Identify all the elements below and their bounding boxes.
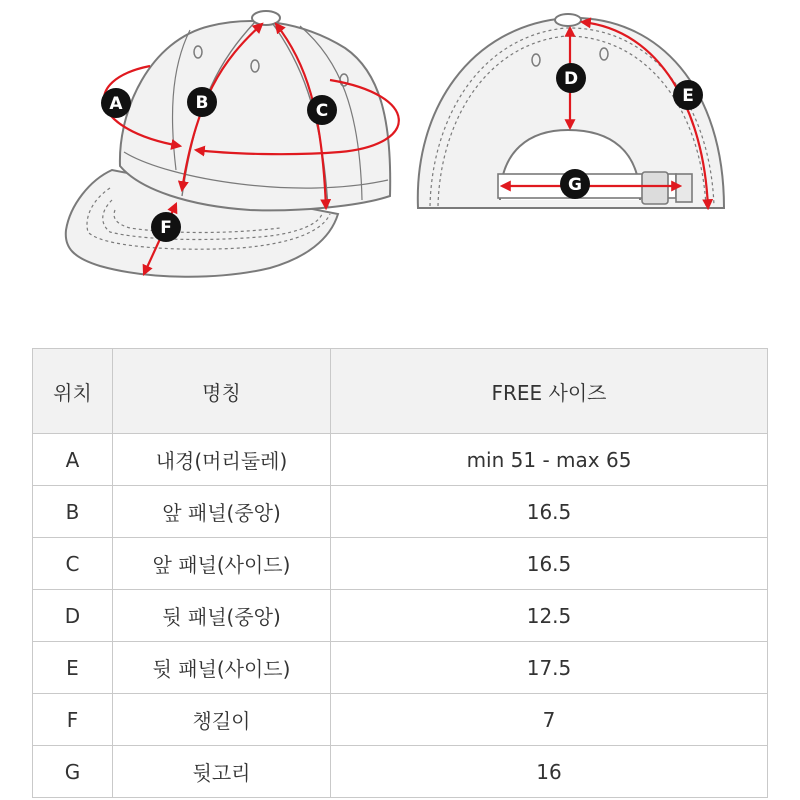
- marker-c: [307, 95, 337, 125]
- svg-text:F: F: [160, 218, 172, 238]
- cell-name: 앞 패널(중앙): [113, 486, 331, 538]
- cell-name: 내경(머리둘레): [113, 434, 331, 486]
- cell-position: F: [33, 694, 113, 746]
- cell-value: 16: [331, 746, 768, 798]
- cell-value: 16.5: [331, 538, 768, 590]
- header-name: 명칭: [113, 349, 331, 434]
- table-row: [33, 486, 768, 538]
- cell-name: 앞 패널(사이드): [113, 538, 331, 590]
- cell-position: C: [33, 538, 113, 590]
- svg-text:B: B: [195, 93, 209, 113]
- cell-name: 챙길이: [113, 694, 331, 746]
- svg-text:G: G: [568, 175, 582, 195]
- cap-measurement-diagram: [0, 0, 800, 300]
- svg-text:E: E: [682, 86, 694, 106]
- cell-position: G: [33, 746, 113, 798]
- cell-value: 12.5: [331, 590, 768, 642]
- svg-text:A: A: [109, 94, 123, 114]
- cell-position: E: [33, 642, 113, 694]
- cell-name: 뒷 패널(중앙): [113, 590, 331, 642]
- cell-position: B: [33, 486, 113, 538]
- cell-value: min 51 - max 65: [331, 434, 768, 486]
- cell-position: A: [33, 434, 113, 486]
- cell-position: D: [33, 590, 113, 642]
- table-row: [33, 746, 768, 798]
- svg-text:C: C: [315, 101, 329, 121]
- table-row: [33, 694, 768, 746]
- table-row: [33, 642, 768, 694]
- table-row: [33, 538, 768, 590]
- cell-name: 뒷 패널(사이드): [113, 642, 331, 694]
- header-position: 위치: [33, 349, 113, 434]
- table-header-row: [33, 349, 768, 434]
- cell-value: 7: [331, 694, 768, 746]
- svg-text:D: D: [563, 69, 579, 89]
- marker-e: [673, 80, 703, 110]
- cell-name: 뒷고리: [113, 746, 331, 798]
- table-row: [33, 434, 768, 486]
- cap-front-view: [66, 11, 390, 277]
- header-size: FREE 사이즈: [331, 349, 768, 434]
- marker-g: [560, 169, 590, 199]
- marker-d: [556, 63, 586, 93]
- marker-b: [187, 87, 217, 117]
- cell-value: 17.5: [331, 642, 768, 694]
- cell-value: 16.5: [331, 486, 768, 538]
- table-row: [33, 590, 768, 642]
- marker-a: [101, 88, 131, 118]
- size-table: [32, 348, 768, 798]
- marker-f: [151, 212, 181, 242]
